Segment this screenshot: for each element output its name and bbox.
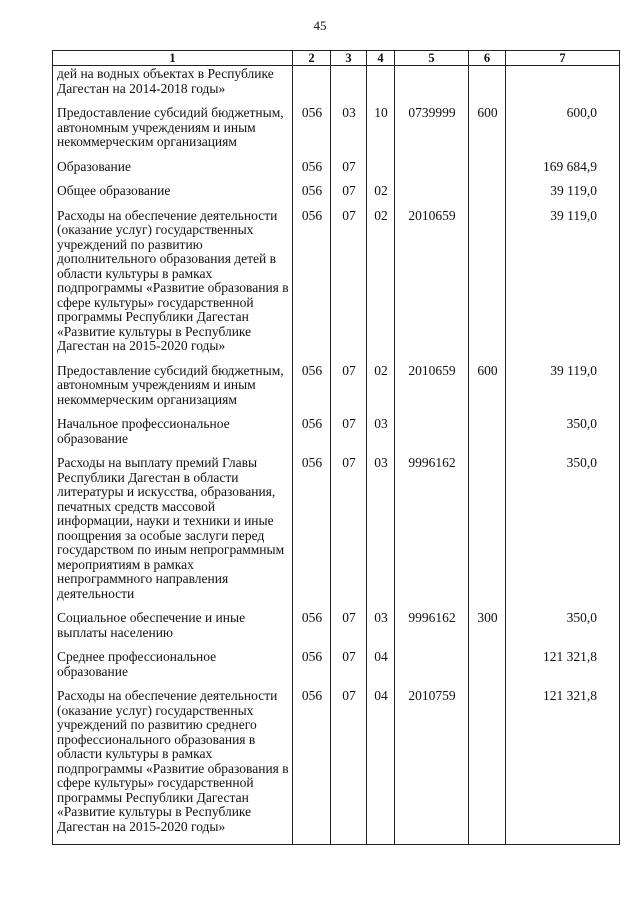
- row-amount: 39 119,0: [506, 184, 620, 209]
- row-subsection-code: 04: [367, 689, 395, 845]
- row-target-code: 2010759: [395, 689, 469, 845]
- row-ministry-code: 056: [293, 160, 331, 185]
- row-section-code: 07: [331, 364, 367, 418]
- row-section-code: 07: [331, 184, 367, 209]
- row-name: Предоставление субсидий бюджетным, автономным учреждениям и иным некоммерческим организациям: [53, 364, 293, 418]
- row-expense-type: 600: [469, 364, 506, 418]
- header-col-1: 1: [53, 51, 293, 66]
- row-subsection-code: 04: [367, 650, 395, 689]
- row-expense-type: 600: [469, 106, 506, 160]
- row-subsection-code: 10: [367, 106, 395, 160]
- row-expense-type: [469, 184, 506, 209]
- row-section-code: 07: [331, 456, 367, 611]
- row-target-code: [395, 184, 469, 209]
- row-target-code: [395, 417, 469, 456]
- header-col-2: 2: [293, 51, 331, 66]
- row-amount: 350,0: [506, 611, 620, 650]
- row-name: Начальное профессиональное образование: [53, 417, 293, 456]
- page-number: 45: [313, 18, 327, 33]
- row-target-code: 2010659: [395, 209, 469, 364]
- row-name: Расходы на обеспечение деятельности (оказание услуг) государственных учреждений по развитию среднего профессионального образования в области культуры в рамках подпрограммы «Развитие образования в сфере культуры» государственной программы Республики Дагестан «Развитие культуры в Республике Дагестан на 2015-2020 годы»: [53, 689, 293, 845]
- row-subsection-code: 02: [367, 364, 395, 418]
- row-ministry-code: 056: [293, 456, 331, 611]
- table-row: [53, 417, 620, 456]
- row-amount: 121 321,8: [506, 689, 620, 845]
- row-name: Расходы на выплату премий Главы Республики Дагестан в области литературы и искусства, образования, печатных средств массовой информации, науки и техники и иные поощрения за особые заслуги перед государством по иным непрограммным мероприятиям в рамках непрограммного направления деятельности: [53, 456, 293, 611]
- row-target-code: 0739999: [395, 106, 469, 160]
- table-row: [53, 106, 620, 160]
- row-amount: 350,0: [506, 417, 620, 456]
- budget-table: [52, 50, 620, 845]
- row-section-code: 03: [331, 106, 367, 160]
- row-ministry-code: 056: [293, 364, 331, 418]
- row-section-code: 07: [331, 209, 367, 364]
- row-amount: 350,0: [506, 456, 620, 611]
- row-amount: 39 119,0: [506, 364, 620, 418]
- header-col-6: 6: [469, 51, 506, 66]
- row-ministry-code: 056: [293, 417, 331, 456]
- row-name: Расходы на обеспечение деятельности (оказание услуг) государственных учреждений по развитию дополнительного образования детей в области культуры в рамках подпрограммы «Развитие образования в сфере культуры» государственной программы Республики Дагестан «Развитие культуры в Республике Дагестан на 2015-2020 годы»: [53, 209, 293, 364]
- header-col-7: 7: [506, 51, 620, 66]
- row-name: Предоставление субсидий бюджетным, автономным учреждениям и иным некоммерческим организациям: [53, 106, 293, 160]
- row-subsection-code: 03: [367, 456, 395, 611]
- table-row: [53, 456, 620, 611]
- row-subsection-code: [367, 160, 395, 185]
- table-row: [53, 364, 620, 418]
- row-section-code: 07: [331, 611, 367, 650]
- table-row: [53, 689, 620, 845]
- row-name: Общее образование: [53, 184, 293, 209]
- row-section-code: [331, 66, 367, 107]
- row-ministry-code: [293, 66, 331, 107]
- row-expense-type: [469, 456, 506, 611]
- header-col-5: 5: [395, 51, 469, 66]
- row-target-code: [395, 160, 469, 185]
- row-section-code: 07: [331, 650, 367, 689]
- row-ministry-code: 056: [293, 689, 331, 845]
- row-target-code: 9996162: [395, 456, 469, 611]
- row-expense-type: [469, 689, 506, 845]
- row-section-code: 07: [331, 417, 367, 456]
- row-expense-type: [469, 209, 506, 364]
- row-ministry-code: 056: [293, 184, 331, 209]
- row-amount: 39 119,0: [506, 209, 620, 364]
- row-section-code: 07: [331, 160, 367, 185]
- row-name: Образование: [53, 160, 293, 185]
- row-expense-type: [469, 160, 506, 185]
- row-name: Среднее профессиональное образование: [53, 650, 293, 689]
- row-subsection-code: 03: [367, 417, 395, 456]
- row-ministry-code: 056: [293, 650, 331, 689]
- row-ministry-code: 056: [293, 611, 331, 650]
- row-ministry-code: 056: [293, 209, 331, 364]
- row-expense-type: 300: [469, 611, 506, 650]
- table-row: [53, 184, 620, 209]
- row-subsection-code: [367, 66, 395, 107]
- row-target-code: 9996162: [395, 611, 469, 650]
- table-row: [53, 611, 620, 650]
- row-target-code: 2010659: [395, 364, 469, 418]
- row-target-code: [395, 66, 469, 107]
- row-target-code: [395, 650, 469, 689]
- row-expense-type: [469, 650, 506, 689]
- table-row: [53, 209, 620, 364]
- row-ministry-code: 056: [293, 106, 331, 160]
- row-amount: [506, 66, 620, 107]
- row-amount: 169 684,9: [506, 160, 620, 185]
- row-subsection-code: 03: [367, 611, 395, 650]
- row-expense-type: [469, 417, 506, 456]
- header-col-3: 3: [331, 51, 367, 66]
- row-name: дей на водных объектах в Республике Дагестан на 2014-2018 годы»: [53, 66, 293, 107]
- row-subsection-code: 02: [367, 184, 395, 209]
- table-row: [53, 66, 620, 107]
- table-row: [53, 650, 620, 689]
- header-row: [53, 51, 620, 66]
- row-amount: 121 321,8: [506, 650, 620, 689]
- row-section-code: 07: [331, 689, 367, 845]
- row-subsection-code: 02: [367, 209, 395, 364]
- header-col-4: 4: [367, 51, 395, 66]
- table-row: [53, 160, 620, 185]
- row-expense-type: [469, 66, 506, 107]
- row-name: Социальное обеспечение и иные выплаты населению: [53, 611, 293, 650]
- row-amount: 600,0: [506, 106, 620, 160]
